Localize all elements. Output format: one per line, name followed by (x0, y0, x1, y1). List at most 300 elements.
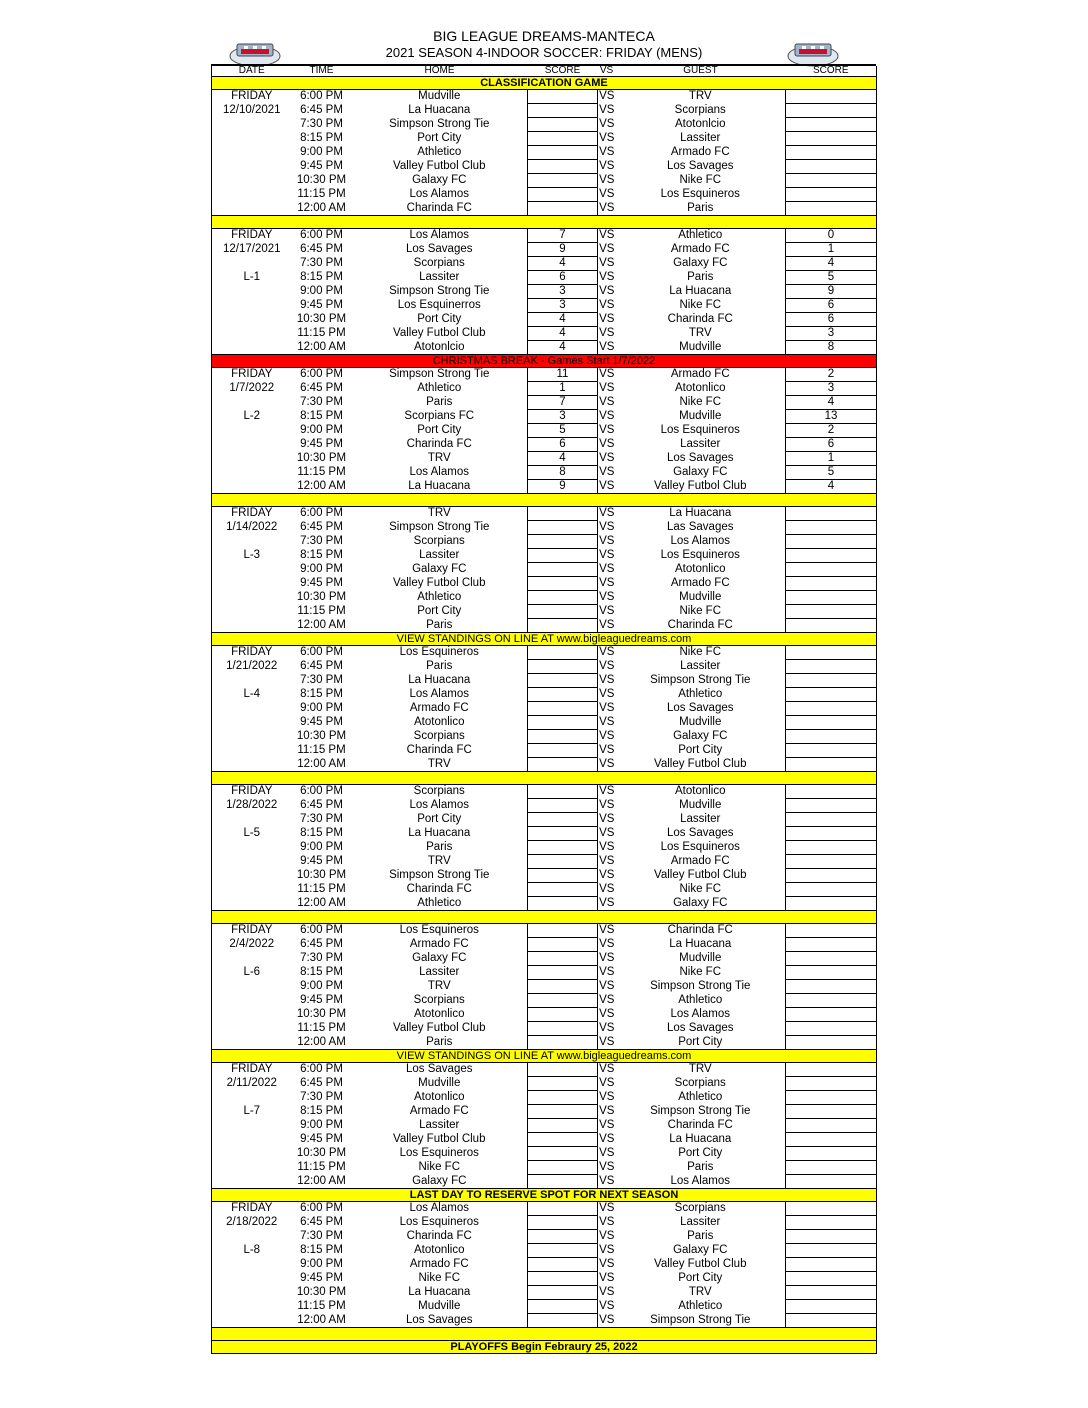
home-team: Armado FC (409, 1105, 469, 1117)
vs-label: VS (599, 535, 615, 547)
game-time: 12:00 AM (297, 1313, 346, 1326)
home-score-box[interactable] (528, 1314, 598, 1328)
game-date-cell (212, 424, 292, 438)
home-score-box[interactable] (528, 619, 598, 633)
game-time: 9:00 PM (300, 146, 343, 158)
guest-team: Nike FC (679, 174, 722, 186)
guest-score-box[interactable] (786, 521, 877, 535)
guest-team: La Huacana (669, 507, 732, 520)
game-row (212, 869, 877, 883)
guest-score-box[interactable] (786, 1272, 877, 1286)
guest-score-box[interactable]: 9 (786, 285, 877, 299)
guest-score-box[interactable]: 6 (786, 299, 877, 313)
guest-score-box[interactable]: 2 (786, 424, 877, 438)
home-score-box[interactable] (528, 897, 598, 911)
guest-score-box[interactable] (786, 744, 877, 758)
guest-score-box[interactable] (786, 132, 877, 146)
home-team: La Huacana (408, 827, 471, 839)
guest-score-box[interactable] (786, 869, 877, 883)
game-row (212, 1105, 877, 1119)
game-row (212, 938, 877, 952)
game-time: 6:45 PM (300, 104, 343, 116)
guest-score-box[interactable] (786, 966, 877, 980)
home-team: Los Alamos (409, 799, 469, 811)
home-team: Mudville (418, 1077, 461, 1089)
game-date-cell: L-2 (212, 410, 292, 424)
guest-score-box[interactable] (786, 785, 877, 799)
home-score-box[interactable]: 3 (528, 410, 598, 424)
guest-team: Athletico (678, 1300, 723, 1312)
guest-team: Simpson Strong Tie (650, 674, 751, 686)
game-date-cell (212, 188, 292, 202)
home-score-box[interactable] (528, 104, 598, 118)
home-team: Mudville (418, 1300, 461, 1312)
guest-score-box[interactable] (786, 605, 877, 619)
guest-score-box[interactable] (786, 1008, 877, 1022)
home-score-box[interactable] (528, 1161, 598, 1175)
guest-team: Paris (687, 1161, 714, 1173)
guest-score-box[interactable] (786, 730, 877, 744)
guest-score-box[interactable] (786, 855, 877, 869)
guest-score-box[interactable] (786, 897, 877, 911)
home-score-box[interactable] (528, 1272, 598, 1286)
guest-team: Los Savages (667, 702, 734, 714)
guest-team: Lassiter (680, 813, 721, 825)
guest-score-box[interactable] (786, 146, 877, 160)
game-date-cell (212, 146, 292, 160)
guest-score-box[interactable]: 1 (786, 243, 877, 257)
home-team: Armado FC (409, 938, 469, 950)
guest-score-box[interactable]: 5 (786, 271, 877, 285)
home-team: Simpson Strong Tie (389, 118, 490, 130)
guest-team: Nike FC (679, 966, 722, 978)
home-score-box[interactable]: 1 (528, 382, 598, 396)
home-score-box[interactable] (528, 174, 598, 188)
game-time: 6:00 PM (300, 90, 343, 103)
home-score-box[interactable] (528, 605, 598, 619)
game-time: 8:15 PM (300, 132, 343, 144)
guest-score-box[interactable] (786, 924, 877, 938)
vs-label: VS (599, 327, 615, 339)
guest-score-box[interactable] (786, 1077, 877, 1091)
guest-score-box[interactable]: 4 (786, 480, 877, 494)
home-score-box[interactable] (528, 952, 598, 966)
home-score-box[interactable] (528, 1202, 598, 1216)
guest-score-box[interactable] (786, 841, 877, 855)
home-score-box[interactable] (528, 938, 598, 952)
home-team: Atotonlico (413, 1244, 465, 1256)
home-score-box[interactable]: 7 (528, 396, 598, 410)
vs-label: VS (599, 243, 615, 255)
home-score-box[interactable]: 11 (528, 368, 598, 382)
home-team: Valley Futbol Club (393, 160, 486, 172)
game-date-cell (212, 1161, 292, 1175)
game-time: 6:00 PM (300, 1063, 343, 1076)
home-score-box[interactable] (528, 1133, 598, 1147)
guest-score-box[interactable]: 4 (786, 396, 877, 410)
vs-label: VS (599, 1286, 615, 1298)
guest-score-box[interactable] (786, 507, 877, 521)
section-banner-row (212, 633, 877, 646)
home-score-box[interactable] (528, 702, 598, 716)
home-score-box[interactable] (528, 132, 598, 146)
guest-score-box[interactable]: 4 (786, 257, 877, 271)
home-score-box[interactable] (528, 1036, 598, 1050)
game-time: 8:15 PM (300, 827, 343, 839)
guest-score-box[interactable] (786, 104, 877, 118)
home-score-box[interactable] (528, 785, 598, 799)
guest-score-box[interactable] (786, 813, 877, 827)
guest-score-box[interactable] (786, 188, 877, 202)
guest-team: Los Esquineros (660, 188, 740, 200)
home-team: Simpson Strong Tie (389, 368, 490, 381)
vs-label: VS (599, 1008, 615, 1020)
guest-score-box[interactable] (786, 1091, 877, 1105)
home-score-box[interactable] (528, 591, 598, 605)
guest-team: Los Esquineros (660, 424, 740, 436)
guest-score-box[interactable] (786, 1286, 877, 1300)
game-date-cell (212, 994, 292, 1008)
guest-score-box[interactable] (786, 1230, 877, 1244)
vs-label: VS (599, 952, 615, 964)
home-score-box[interactable] (528, 118, 598, 132)
vs-label: VS (599, 1133, 615, 1145)
vs-label: VS (599, 160, 615, 172)
guest-score-box[interactable] (786, 660, 877, 674)
guest-team: Scorpians (674, 1077, 726, 1089)
home-team: Los Esquinerros (397, 299, 481, 311)
game-time: 8:15 PM (300, 688, 343, 700)
home-score-box[interactable] (528, 202, 598, 216)
home-score-box[interactable] (528, 90, 598, 104)
guest-score-box[interactable] (786, 1161, 877, 1175)
home-score-box[interactable] (528, 813, 598, 827)
game-row (212, 952, 877, 966)
guest-score-box[interactable] (786, 577, 877, 591)
game-date-cell (212, 1175, 292, 1189)
guest-score-box[interactable] (786, 160, 877, 174)
home-score-box[interactable] (528, 1077, 598, 1091)
home-score-box[interactable]: 4 (528, 257, 598, 271)
guest-score-box[interactable] (786, 1216, 877, 1230)
home-score-box[interactable] (528, 577, 598, 591)
home-score-box[interactable]: 9 (528, 480, 598, 494)
game-row (212, 160, 877, 174)
guest-score-box[interactable]: 13 (786, 410, 877, 424)
home-score-box[interactable] (528, 1091, 598, 1105)
home-team: Nike FC (418, 1272, 461, 1284)
guest-score-box[interactable] (786, 980, 877, 994)
game-row (212, 104, 877, 118)
guest-score-box[interactable] (786, 1175, 877, 1189)
home-score-box[interactable]: 4 (528, 452, 598, 466)
home-score-box[interactable] (528, 966, 598, 980)
home-score-box[interactable]: 7 (528, 229, 598, 243)
guest-team: Galaxy FC (673, 466, 728, 478)
game-date-cell (212, 285, 292, 299)
game-date-cell (212, 869, 292, 883)
guest-score-box[interactable] (786, 952, 877, 966)
game-date-cell (212, 1286, 292, 1300)
home-score-box[interactable] (528, 716, 598, 730)
game-row (212, 507, 877, 521)
home-score-box[interactable] (528, 507, 598, 521)
page-subtitle: 2021 SEASON 4-INDOOR SOCCER: FRIDAY (MENS) (385, 45, 703, 60)
section-banner: CHRISTMAS BREAK - Games Start 1/7/2022 (212, 355, 877, 368)
game-time: 6:00 PM (300, 507, 343, 520)
guest-score-box[interactable] (786, 1147, 877, 1161)
guest-score-box[interactable] (786, 1119, 877, 1133)
game-date-cell (212, 396, 292, 410)
home-score-box[interactable] (528, 799, 598, 813)
guest-score-box[interactable] (786, 174, 877, 188)
home-score-box[interactable]: 4 (528, 341, 598, 355)
guest-score-box[interactable] (786, 1133, 877, 1147)
game-time: 9:00 PM (300, 841, 343, 853)
vs-label: VS (599, 382, 615, 394)
game-date-cell (212, 1300, 292, 1314)
guest-score-box[interactable] (786, 702, 877, 716)
home-team: Los Alamos (409, 688, 469, 700)
home-score-box[interactable]: 6 (528, 438, 598, 452)
home-team: Charinda FC (406, 438, 472, 450)
game-time: 12:00 AM (297, 1035, 346, 1048)
guest-team: Nike FC (679, 396, 722, 408)
col-date-header: DATE (212, 66, 292, 77)
home-score-box[interactable] (528, 1008, 598, 1022)
vs-label: VS (599, 855, 615, 867)
home-score-box[interactable] (528, 1175, 598, 1189)
home-team: Atotonlico (413, 716, 465, 728)
home-score-box[interactable] (528, 146, 598, 160)
home-team: Simpson Strong Tie (389, 521, 490, 533)
guest-score-box[interactable]: 5 (786, 466, 877, 480)
home-score-box[interactable]: 4 (528, 313, 598, 327)
guest-score-box[interactable]: 3 (786, 382, 877, 396)
guest-team: Los Esquineros (660, 841, 740, 853)
home-score-box[interactable] (528, 1119, 598, 1133)
guest-score-box[interactable]: 8 (786, 341, 877, 355)
home-score-box[interactable] (528, 549, 598, 563)
home-team: Port City (417, 813, 462, 825)
home-team: La Huacana (408, 674, 471, 686)
home-score-box[interactable] (528, 160, 598, 174)
home-team: Galaxy FC (412, 952, 467, 964)
home-team: Los Alamos (409, 466, 469, 478)
guest-score-box[interactable]: 1 (786, 452, 877, 466)
game-date-cell (212, 716, 292, 730)
guest-score-box[interactable] (786, 674, 877, 688)
guest-team: Mudville (679, 716, 722, 728)
guest-score-box[interactable] (786, 591, 877, 605)
section-banner: CLASSIFICATION GAME (212, 77, 877, 90)
guest-score-box[interactable] (786, 883, 877, 897)
guest-score-box[interactable] (786, 535, 877, 549)
guest-score-box[interactable]: 0 (786, 229, 877, 243)
guest-score-box[interactable] (786, 688, 877, 702)
guest-score-box[interactable] (786, 1244, 877, 1258)
home-score-box[interactable] (528, 535, 598, 549)
guest-score-box[interactable] (786, 1022, 877, 1036)
home-team: Athletico (417, 591, 462, 603)
guest-score-box[interactable] (786, 716, 877, 730)
guest-score-box[interactable] (786, 799, 877, 813)
game-date-cell: L-6 (212, 966, 292, 980)
guest-score-box[interactable] (786, 118, 877, 132)
home-score-box[interactable] (528, 1300, 598, 1314)
game-row (212, 271, 877, 285)
game-row (212, 674, 877, 688)
guest-score-box[interactable] (786, 938, 877, 952)
home-score-box[interactable] (528, 841, 598, 855)
home-score-box[interactable] (528, 924, 598, 938)
home-score-box[interactable] (528, 730, 598, 744)
guest-score-box[interactable]: 2 (786, 368, 877, 382)
vs-label: VS (599, 1202, 615, 1215)
home-score-box[interactable] (528, 1063, 598, 1077)
game-date-cell: FRIDAY (212, 1202, 292, 1216)
game-row (212, 980, 877, 994)
guest-team: Los Savages (667, 160, 734, 172)
guest-team: Galaxy FC (673, 257, 728, 269)
vs-label: VS (599, 1105, 615, 1117)
vs-label: VS (599, 1244, 615, 1256)
home-score-box[interactable]: 5 (528, 424, 598, 438)
schedule-table (211, 66, 877, 1354)
home-score-box[interactable]: 3 (528, 285, 598, 299)
home-score-box[interactable] (528, 521, 598, 535)
game-date-cell (212, 1230, 292, 1244)
home-score-box[interactable] (528, 674, 598, 688)
game-row (212, 1230, 877, 1244)
game-date-cell: FRIDAY (212, 229, 292, 243)
section-banner-row (212, 772, 877, 785)
guest-team: Los Savages (667, 827, 734, 839)
guest-score-box[interactable] (786, 1105, 877, 1119)
col-guest-score-header: SCORE (786, 66, 877, 77)
home-team: Charinda FC (406, 1230, 472, 1242)
game-row (212, 785, 877, 799)
home-score-box[interactable]: 9 (528, 243, 598, 257)
home-score-box[interactable] (528, 869, 598, 883)
home-score-box[interactable] (528, 855, 598, 869)
game-time: 9:00 PM (300, 285, 343, 297)
vs-label: VS (599, 201, 615, 214)
home-score-box[interactable] (528, 758, 598, 772)
home-score-box[interactable] (528, 563, 598, 577)
vs-label: VS (599, 479, 615, 492)
game-date-cell: 12/10/2021 (212, 104, 292, 118)
game-row (212, 313, 877, 327)
guest-team: Armado FC (670, 577, 730, 589)
home-score-box[interactable] (528, 744, 598, 758)
home-score-box[interactable] (528, 1147, 598, 1161)
vs-label: VS (599, 1147, 615, 1159)
vs-label: VS (599, 924, 615, 937)
guest-score-box[interactable] (786, 994, 877, 1008)
vs-label: VS (599, 757, 615, 770)
guest-score-box[interactable] (786, 1300, 877, 1314)
home-score-box[interactable] (528, 827, 598, 841)
guest-score-box[interactable] (786, 1202, 877, 1216)
vs-label: VS (599, 424, 615, 436)
guest-score-box[interactable] (786, 1314, 877, 1328)
vs-label: VS (599, 118, 615, 130)
vs-label: VS (599, 938, 615, 950)
guest-score-box[interactable] (786, 1036, 877, 1050)
game-row (212, 1286, 877, 1300)
home-team: Los Esquineros (399, 1216, 479, 1228)
home-score-box[interactable] (528, 1244, 598, 1258)
game-date-cell: L-3 (212, 549, 292, 563)
game-row (212, 966, 877, 980)
guest-team: Charinda FC (667, 313, 733, 325)
home-score-box[interactable] (528, 646, 598, 660)
game-date-cell: 2/18/2022 (212, 1216, 292, 1230)
vs-label: VS (599, 674, 615, 686)
guest-team: Athletico (678, 1091, 723, 1103)
home-score-box[interactable] (528, 994, 598, 1008)
guest-team: Lassiter (680, 1216, 721, 1228)
home-score-box[interactable]: 4 (528, 327, 598, 341)
game-time: 7:30 PM (300, 1091, 343, 1103)
guest-score-box[interactable] (786, 90, 877, 104)
guest-score-box[interactable] (786, 758, 877, 772)
guest-team: Nike FC (679, 605, 722, 617)
home-score-box[interactable] (528, 188, 598, 202)
guest-score-box[interactable] (786, 646, 877, 660)
game-row (212, 549, 877, 563)
guest-score-box[interactable] (786, 549, 877, 563)
guest-score-box[interactable] (786, 827, 877, 841)
home-score-box[interactable] (528, 1022, 598, 1036)
home-score-box[interactable] (528, 688, 598, 702)
guest-team: Armado FC (670, 146, 730, 158)
game-date-cell: 2/4/2022 (212, 938, 292, 952)
game-time: 10:30 PM (296, 591, 347, 603)
home-score-box[interactable]: 3 (528, 299, 598, 313)
guest-score-box[interactable] (786, 563, 877, 577)
home-score-box[interactable] (528, 1258, 598, 1272)
section-banner (212, 772, 877, 785)
home-team: Los Alamos (409, 229, 469, 242)
guest-score-box[interactable]: 6 (786, 313, 877, 327)
home-score-box[interactable] (528, 883, 598, 897)
game-time: 9:45 PM (300, 438, 343, 450)
home-score-box[interactable] (528, 1216, 598, 1230)
guest-team: Armado FC (670, 855, 730, 867)
home-score-box[interactable]: 8 (528, 466, 598, 480)
guest-score-box[interactable] (786, 619, 877, 633)
home-score-box[interactable] (528, 980, 598, 994)
game-row (212, 841, 877, 855)
home-score-box[interactable] (528, 1105, 598, 1119)
guest-score-box[interactable] (786, 1258, 877, 1272)
home-score-box[interactable] (528, 1286, 598, 1300)
game-time: 11:15 PM (297, 744, 346, 756)
home-team: La Huacana (408, 1286, 471, 1298)
home-score-box[interactable]: 6 (528, 271, 598, 285)
guest-score-box[interactable]: 3 (786, 327, 877, 341)
game-row (212, 1022, 877, 1036)
game-time: 11:15 PM (297, 327, 346, 339)
guest-score-box[interactable]: 6 (786, 438, 877, 452)
home-score-box[interactable] (528, 660, 598, 674)
guest-score-box[interactable] (786, 202, 877, 216)
game-row (212, 174, 877, 188)
home-score-box[interactable] (528, 1230, 598, 1244)
guest-score-box[interactable] (786, 1063, 877, 1077)
